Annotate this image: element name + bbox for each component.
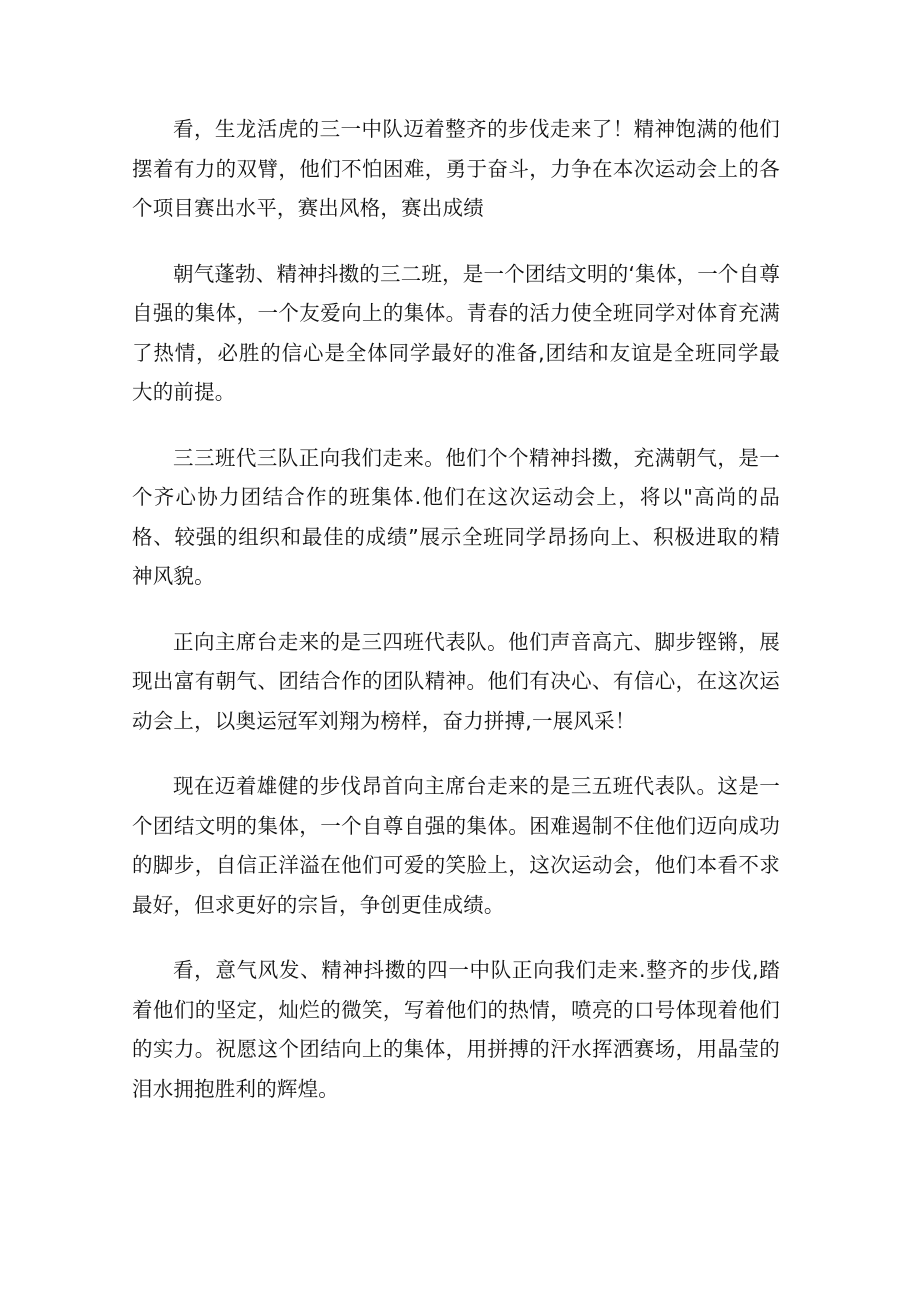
paragraph-class-3-3: 三三班代三队正向我们走来。他们个个精神抖擞，充满朝气，是一个齐心协力团结合作的班集体.他们在这次运动会上，将以"高尚的品格、较强的组织和最佳的成绩”展示全班同学昂扬向上、积极进取的精神风貌。 bbox=[132, 445, 780, 588]
paragraph-class-3-2: 朝气蓬勃、精神抖擞的三二班，是一个团结文明的‘集体，一个自尊自强的集体，一个友爱向上的集体。青春的活力使全班同学对体育充满了热情，必胜的信心是全体同学最好的准备,团结和友谊是全班同学最大的前提。 bbox=[132, 261, 781, 404]
paragraph-class-3-5: 现在迈着雄健的步伐昂首向主席台走来的是三五班代表队。这是一个团结文明的集体，一个自尊自强的集体。困难遏制不住他们迈向成功的脚步，自信正洋溢在他们可爱的笑脸上，这次运动会，他们本看不求最好，但求更好的宗旨，争创更佳成绩。 bbox=[132, 774, 780, 917]
paragraph-class-3-1: 看，生龙活虎的三一中队迈着整齐的步伐走来了！精神饱满的他们摆着有力的双臂，他们不怕困难，勇于奋斗，力争在本次运动会上的各个项目赛出水平，赛出风格，赛出成绩 bbox=[132, 117, 780, 220]
paragraph-class-3-4: 正向主席台走来的是三四班代表队。他们声音高亢、脚步铿锵，展现出富有朝气、团结合作的团队精神。他们有决心、有信心，在这次运动会上，以奥运冠军刘翔为榜样，奋力拼搏,一展风采！ bbox=[132, 629, 780, 733]
paragraph-class-4-1: 看，意气风发、精神抖擞的四一中队正向我们走来.整齐的步伐,踏着他们的坚定，灿烂的微笑，写着他们的热情，喷亮的口号体现着他们的实力。祝愿这个团结向上的集体，用拼搏的汗水挥洒赛场，用晶莹的泪水拥抱胜利的辉煌。 bbox=[132, 958, 780, 1101]
document-body bbox=[132, 110, 780, 1135]
